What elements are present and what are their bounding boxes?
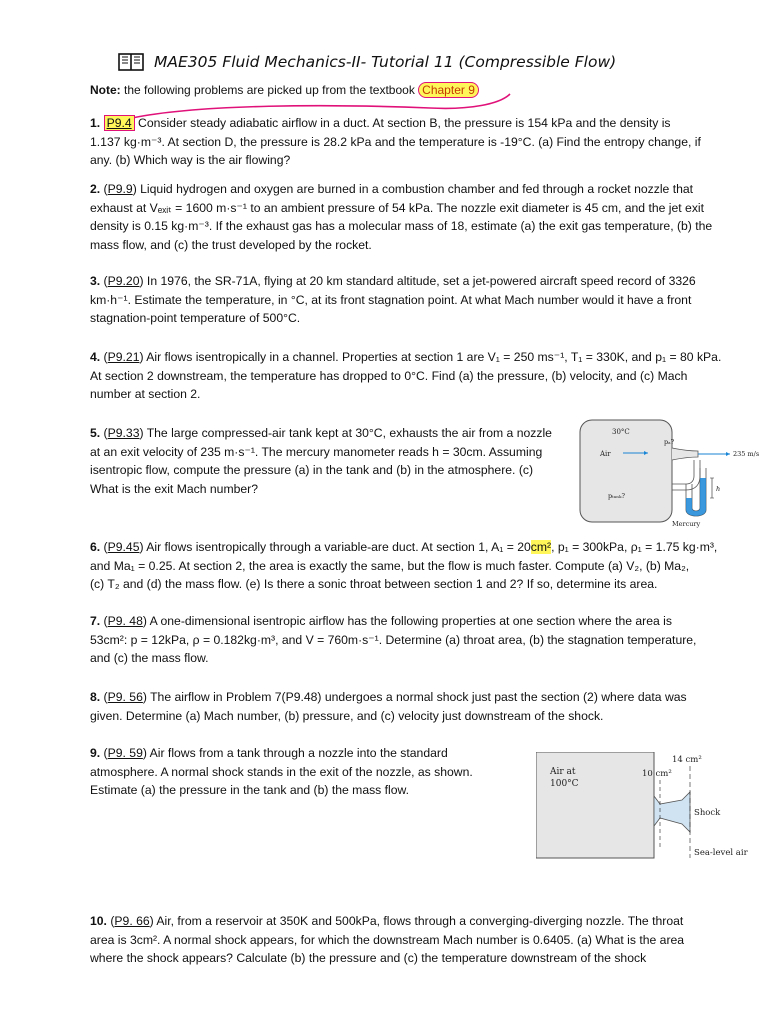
air-temp-label: 100°C <box>550 779 579 789</box>
problem-number: 10. <box>90 914 107 928</box>
problem-ref-highlighted: P9.4 <box>104 115 135 131</box>
problem-4: 4. (P9.21) Air flows isentropically in a channel. Properties at section 1 are V₁ = 250 ms⁻¹, T₁ = 330K, and p₁ = 80 kPa. At section 2 downstream, the temperature has dropped to 0°C. Find (a) the pressure, (b) velocity, and (c) Mach number at section 2. <box>90 348 721 404</box>
problem-ref: P9.33 <box>107 426 140 440</box>
problem-text: stagnation-point temperature of 500°C. <box>90 311 301 326</box>
problem-text: atmosphere. A normal shock stands in the exit of the nozzle, as shown. <box>90 764 473 779</box>
problem-number: 2. <box>90 182 101 196</box>
problem-text: exhaust at Vₑₓᵢₜ = 1600 m·s⁻¹ to an ambient pressure of 54 kPa. The nozzle exit diameter is 45 cm, and the jet exit <box>90 200 705 215</box>
problem-number: 5. <box>90 426 101 440</box>
highlighted-unit: cm² <box>530 540 552 554</box>
problem-ref: P9.20 <box>107 274 140 288</box>
problem-text: , p₁ = 300kPa, ρ₁ = 1.75 kg·m³, <box>551 540 718 554</box>
page-title <box>118 50 678 74</box>
problem-text: Air, from a reservoir at 350K and 500kPa, flows through a converging-diverging nozzle. The throat <box>153 914 684 928</box>
problem-text: Liquid hydrogen and oxygen are burned in a combustion chamber and fed through a rocket nozzle that <box>136 182 694 196</box>
problem-3: 3. (P9.20) In 1976, the SR-71A, flying at 20 km standard altitude, set a jet-powered aircraft speed record of 3326 km·h⁻¹. Estimate the temperature, in °C, at its front stagnation point. At what Mach number would it have a front stagnation-point temperature of 500°C. <box>90 272 696 328</box>
problem-number: 3. <box>90 274 101 288</box>
mercury-label: Mercury <box>672 520 701 528</box>
problem-number: 9. <box>90 746 101 760</box>
problem-text: where the shock appears? Calculate (b) the pressure and (c) the temperature downstream of the shock <box>90 951 647 966</box>
problem-7: 7. (P9. 48) A one-dimensional isentropic airflow has the following properties at one section where the area is 53cm²: p = 12kPa, ρ = 0.182kg·m³, and V = 760m·s⁻¹. Determine (a) throat area, (b) the stagnation temperature, and (c) the mass flow. <box>90 612 696 668</box>
problem-ref: P9. 66 <box>114 914 150 928</box>
problem-8: 8. (P9. 56) The airflow in Problem 7(P9.48) undergoes a normal shock just past the section (2) where data was given. Determine (a) Mach number, (b) pressure, and (c) velocity just downstream of the shock. <box>90 688 687 725</box>
problem-text: A one-dimensional isentropic airflow has the following properties at one section where the area is <box>146 614 672 628</box>
shock-label: Shock <box>694 808 721 818</box>
problem-text: number at section 2. <box>90 387 201 402</box>
problem-text: Consider steady adiabatic airflow in a duct. At section B, the pressure is 154 kPa and the density is <box>134 116 671 130</box>
problem-2: 2. (P9.9) Liquid hydrogen and oxygen are burned in a combustion chamber and fed through a rocket nozzle that exhaust at Vₑₓᵢₜ = 1600 m·s⁻¹ to an ambient pressure of 54 kPa. The nozzle exit diameter is 45 cm, and the jet exit density is 0.15 kg·m⁻³. If the exhaust gas has a molecular mass of 18, estimate (a) the exit gas temperature, (b) the mass flow, and (c) the trust developed by the rocket. <box>90 180 712 254</box>
problem-1 <box>90 114 701 170</box>
problem-text: Air flows isentropically in a channel. Properties at section 1 are V₁ = 250 ms⁻¹, T₁ = 330K, and p₁ = 80 kPa. <box>143 350 722 364</box>
h-label: h <box>716 485 721 493</box>
problem-text: The airflow in Problem 7(P9.48) undergoes a normal shock just past the section (2) where data was <box>146 690 687 704</box>
sea-level-label: Sea-level air <box>694 848 748 858</box>
problem-text: The large compressed-air tank kept at 30°C, exhausts the air from a nozzle <box>143 426 552 440</box>
problem-text: Estimate (a) the pressure in the tank and (b) the mass flow. <box>90 783 410 798</box>
problem-text: given. Determine (a) Mach number, (b) pressure, and (c) velocity just downstream of the shock. <box>90 708 604 723</box>
problem-number: 8. <box>90 690 101 704</box>
problem-text: and (c) the mass flow. <box>90 651 209 666</box>
ptank-label: pₜₐₙₖ? <box>608 492 625 500</box>
problem-text: isentropic flow, compute the pressure (a) in the tank and (b) in the atmosphere. (c) <box>90 463 534 478</box>
problem-text: density is 0.15 kg·m⁻³. If the exhaust gas has a molecular mass of 18, estimate (a) the exit gas temperature, (b) the <box>90 219 713 234</box>
problem-ref: P9. 56 <box>107 690 143 704</box>
problem-text: and Ma₁ = 0.25. At section 2, the area is exactly the same, but the flow is much faster. Compute (a) V₂, (b) Ma₂, <box>90 558 690 573</box>
problem-number: 4. <box>90 350 101 364</box>
problem-ref: P9.9 <box>107 182 133 196</box>
exit-area-label: 14 cm² <box>672 755 702 765</box>
note-label: Note: <box>90 83 121 97</box>
nozzle-shape <box>654 792 690 832</box>
problem-text: Air flows isentropically through a variable-are duct. At section 1, A₁ = 20 <box>143 540 531 554</box>
chapter-highlight: Chapter 9 <box>418 82 479 98</box>
problem-number: 1. <box>90 116 101 130</box>
velocity-label: 235 m/s <box>733 450 760 458</box>
note-text: the following problems are picked up from the textbook <box>120 83 419 97</box>
pa-label: pₐ? <box>664 438 675 446</box>
problem-text: In 1976, the SR-71A, flying at 20 km standard altitude, set a jet-powered aircraft speed record of 3326 <box>143 274 696 288</box>
problem-5: 5. (P9.33) The large compressed-air tank kept at 30°C, exhausts the air from a nozzle at an exit velocity of 235 m·s⁻¹. The mercury manometer reads h = 30cm. Assuming isentropic flow, compute the pressure (a) in the tank and (b) in the atmosphere. (c) What is the exit Mach number? <box>90 424 552 498</box>
problem-ref: P9.21 <box>107 350 140 364</box>
problem-number: 6. <box>90 540 101 554</box>
problem-text: km·h⁻¹. Estimate the temperature, in °C, at its front stagnation point. At what Mach number would it have a front <box>90 292 692 307</box>
problem-text: at an exit velocity of 235 m·s⁻¹. The mercury manometer reads h = 30cm. Assuming <box>90 444 543 459</box>
book-icon <box>118 52 144 72</box>
tank-temp-label: 30°C <box>612 428 630 436</box>
problem-ref: P9. 48 <box>107 614 143 628</box>
tank-air-label: Air <box>600 450 611 458</box>
air-at-label: Air at <box>550 767 576 777</box>
problem-ref: P9.45 <box>107 540 140 554</box>
problem-6: 6. (P9.45) Air flows isentropically through a variable-are duct. At section 1, A₁ = 20cm², p₁ = 300kPa, ρ₁ = 1.75 kg·m³, and Ma₁ = 0.25. At section 2, the area is exactly the same, but the flow is much faster. Compute (a) V₂, (b) Ma₂, (c) T₂ and (d) the mass flow. (e) Is there a sonic throat between section 1 and 2? If so, determine its area. <box>90 538 717 594</box>
problem-text: area is 3cm². A normal shock appears, for which the downstream Mach number is 0.6405. (a) What is the area <box>90 932 685 947</box>
problem-text: 1.137 kg·m⁻³. At section D, the pressure is 28.2 kPa and the temperature is -19°C. (a) Find the entropy change, if <box>90 134 701 149</box>
throat-area-label: 10 cm² <box>642 769 672 779</box>
problem-text: What is the exit Mach number? <box>90 481 258 496</box>
problem-text: mass flow, and (c) the trust developed by the rocket. <box>90 237 372 252</box>
problem-text: At section 2 downstream, the temperature has dropped to 0°C. Find (a) the pressure, (b) velocity, and (c) Mach <box>90 368 688 383</box>
nozzle-figure <box>536 752 768 864</box>
problem-10: 10. (P9. 66) Air, from a reservoir at 350K and 500kPa, flows through a converging-diverging nozzle. The throat area is 3cm². A normal shock appears, for which the downstream Mach number is 0.6405. (a) What is the area where the shock appears? Calculate (b) the pressure and (c) the temperature downstream of the shock <box>90 912 684 968</box>
tank-figure <box>578 418 768 530</box>
nozzle <box>672 448 698 460</box>
problem-text: 53cm²: p = 12kPa, ρ = 0.182kg·m³, and V = 760m·s⁻¹. Determine (a) throat area, (b) the stagnation temperature, <box>90 632 697 647</box>
problem-text: (c) T₂ and (d) the mass flow. (e) Is there a sonic throat between section 1 and 2? If so, determine its area. <box>90 577 658 592</box>
problem-ref: P9. 59 <box>107 746 143 760</box>
problem-number: 7. <box>90 614 101 628</box>
title-text: MAE305 Fluid Mechanics-II- Tutorial 11 (Compressible Flow) <box>154 53 617 71</box>
problem-text: any. (b) Which way is the air flowing? <box>90 153 291 168</box>
problem-9: 9. (P9. 59) Air flows from a tank through a nozzle into the standard atmosphere. A normal shock stands in the exit of the nozzle, as shown. Estimate (a) the pressure in the tank and (b) the mass flow. <box>90 744 473 800</box>
problem-text: Air flows from a tank through a nozzle into the standard <box>146 746 448 760</box>
